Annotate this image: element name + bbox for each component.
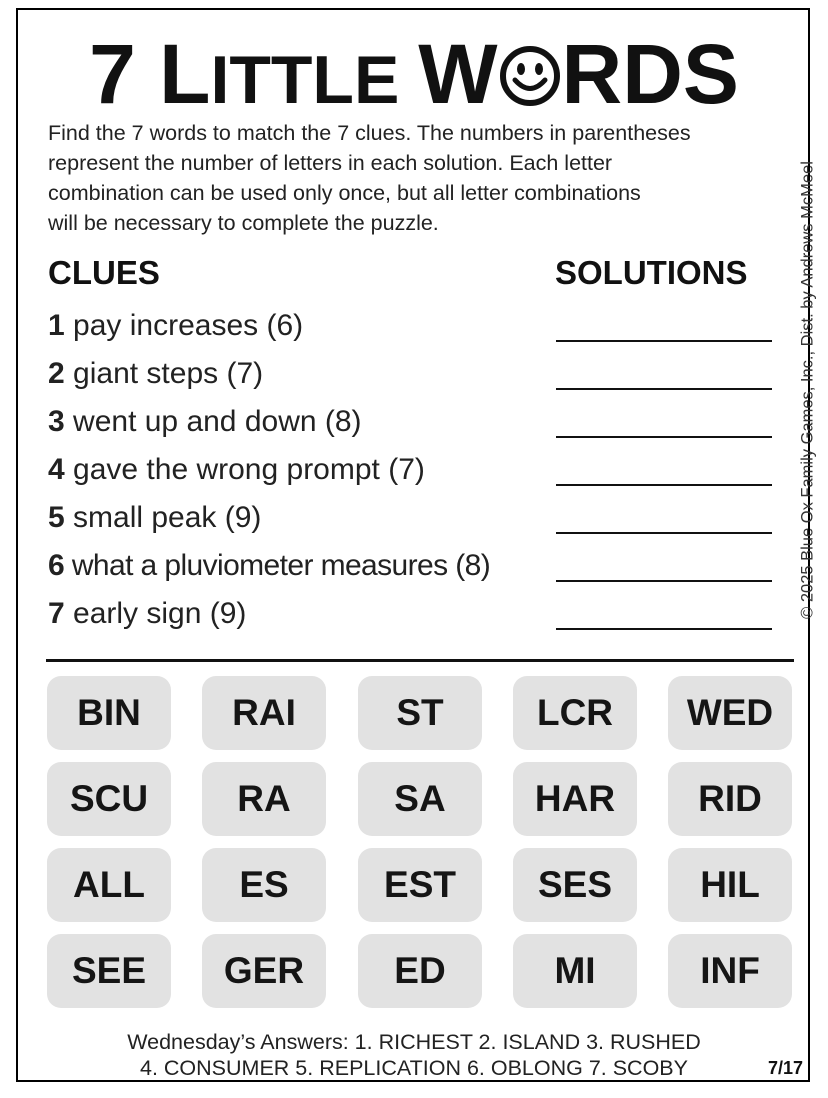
solution-blank[interactable]: [556, 532, 772, 534]
section-divider: [46, 659, 794, 662]
solution-blank[interactable]: [556, 388, 772, 390]
letter-tile[interactable]: RAI: [202, 676, 326, 750]
answers-line: 4. CONSUMER 5. REPLICATION 6. OBLONG 7. SCOBY: [140, 1056, 688, 1080]
letter-tile[interactable]: RA: [202, 762, 326, 836]
instructions: [48, 118, 793, 238]
answers-line: Wednesday’s Answers: 1. RICHEST 2. ISLAND 3. RUSHED: [127, 1030, 701, 1054]
letter-tile[interactable]: HIL: [668, 848, 792, 922]
letter-tile[interactable]: ALL: [47, 848, 171, 922]
letter-tile[interactable]: LCR: [513, 676, 637, 750]
smiley-face-icon: [499, 45, 561, 107]
letter-tile[interactable]: ST: [358, 676, 482, 750]
clue-text: gave the wrong prompt (7): [73, 453, 425, 486]
clue-text: small peak (9): [73, 501, 262, 534]
clue-text: what a pluviometer measures (8): [71, 549, 491, 582]
clue-item: [48, 549, 490, 583]
instructions-line: combination can be used only once, but all letter combinations: [48, 181, 641, 205]
previous-answers: [0, 1029, 828, 1081]
letter-tile[interactable]: RID: [668, 762, 792, 836]
letter-tile[interactable]: SA: [358, 762, 482, 836]
clue-item: [48, 453, 425, 487]
clue-number: 1: [48, 309, 65, 342]
letter-tile[interactable]: SCU: [47, 762, 171, 836]
clues-heading: CLUES: [48, 254, 160, 291]
clue-item: [48, 357, 263, 391]
clue-item: [48, 501, 261, 535]
letter-tile[interactable]: EST: [358, 848, 482, 922]
puzzle-title: 7 LITTLE W RDS: [89, 27, 739, 121]
puzzle-date: 7/17: [768, 1058, 804, 1078]
clue-item: [48, 309, 303, 343]
clue-text: early sign (9): [73, 597, 247, 630]
solution-blank[interactable]: [556, 436, 772, 438]
solutions-heading: SOLUTIONS: [555, 254, 748, 291]
letter-tile[interactable]: GER: [202, 934, 326, 1008]
instructions-line: will be necessary to complete the puzzle.: [48, 211, 439, 235]
letter-tile[interactable]: ES: [202, 848, 326, 922]
clue-item: [48, 405, 362, 439]
clue-number: 4: [48, 453, 65, 486]
letter-tile[interactable]: INF: [668, 934, 792, 1008]
copyright-text: © 2025 Blue Ox Family Games, Inc., Dist. by Andrews McMeel: [798, 161, 817, 619]
letter-tile[interactable]: ED: [358, 934, 482, 1008]
letter-tile[interactable]: WED: [668, 676, 792, 750]
clue-text: went up and down (8): [73, 405, 362, 438]
letter-tile[interactable]: MI: [513, 934, 637, 1008]
clue-number: 3: [48, 405, 65, 438]
instructions-line: represent the number of letters in each solution. Each letter: [48, 151, 613, 175]
clue-number: 6: [48, 549, 65, 582]
letter-tile[interactable]: SES: [513, 848, 637, 922]
solution-blank[interactable]: [556, 628, 772, 630]
solution-blank[interactable]: [556, 484, 772, 486]
solution-blank[interactable]: [556, 580, 772, 582]
clue-text: pay increases (6): [73, 309, 304, 342]
clue-item: [48, 597, 246, 631]
solution-blank[interactable]: [556, 340, 772, 342]
clue-number: 5: [48, 501, 65, 534]
letter-tile[interactable]: SEE: [47, 934, 171, 1008]
clue-text: giant steps (7): [73, 357, 264, 390]
clue-number: 2: [48, 357, 65, 390]
clue-number: 7: [48, 597, 65, 630]
letter-tile[interactable]: BIN: [47, 676, 171, 750]
instructions-line: Find the 7 words to match the 7 clues. The numbers in parentheses: [48, 121, 691, 145]
letter-tile[interactable]: HAR: [513, 762, 637, 836]
